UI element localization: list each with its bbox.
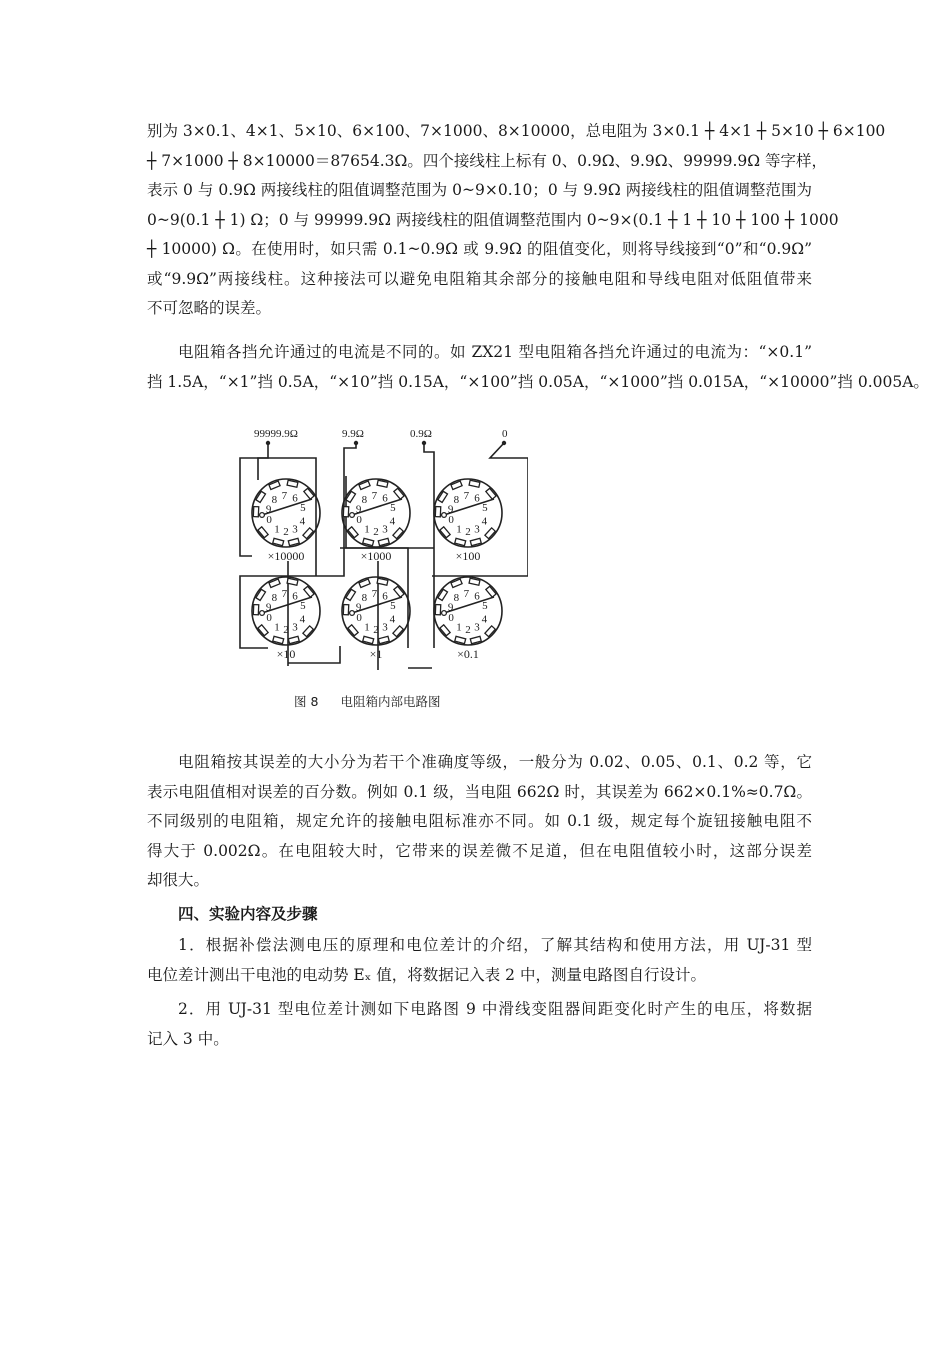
dial-digit: 5	[482, 501, 488, 514]
dial-digit: 2	[283, 624, 289, 636]
resistor-segment	[258, 625, 268, 636]
dial-digit: 6	[292, 492, 298, 505]
dial-digit: 3	[382, 523, 388, 536]
text-line: 记入 3 中。	[147, 1029, 229, 1048]
dial-digit: 8	[361, 494, 368, 507]
dial-digit: 1	[364, 621, 370, 634]
terminal-post	[502, 441, 506, 445]
text-line: 不可忽略的误差。	[147, 299, 272, 317]
dial-digit: 0	[356, 612, 362, 625]
dial-digit: 6	[474, 590, 480, 603]
text-line: ┼ 10000) Ω。在使用时，如只需 0.1~0.9Ω 或 9.9Ω 的阻值变化，则将导线接到“0”和“0.9Ω”	[147, 240, 812, 258]
dial-digit: 0	[266, 514, 272, 527]
dial-group	[252, 479, 502, 661]
resistor-segment	[485, 528, 495, 539]
resistor-segment	[486, 488, 496, 499]
dial-digit: 5	[390, 599, 396, 612]
text-line: 得大于 0.002Ω。在电阻较大时，它带来的误差微不足道，但在电阻值较小时，这部分误差	[147, 841, 812, 860]
dial-digit: 6	[382, 492, 388, 505]
wire	[424, 443, 434, 648]
resistor-segment	[348, 625, 358, 636]
dial-digit: 1	[274, 523, 280, 536]
dial-digit: 3	[474, 621, 480, 634]
dial-digit: 4	[299, 613, 306, 626]
dial-digit: 0	[266, 612, 272, 625]
wiper-contact	[260, 611, 265, 616]
dial-digit: 0	[448, 514, 454, 527]
resistor-segment	[343, 507, 348, 517]
dial-digit: 4	[389, 515, 396, 528]
dial-digit: 7	[281, 490, 288, 503]
resistance-dial	[434, 479, 502, 563]
resistance-dial	[252, 479, 320, 563]
resistance-box-circuit-diagram	[228, 418, 528, 688]
dial-digit: 5	[390, 501, 396, 514]
section-heading: 四、实验内容及步骤	[178, 905, 318, 923]
resistor-segment	[394, 488, 404, 499]
text-line: 表示 0 与 0.9Ω 两接线柱的阻值调整范围为 0~9×0.10；0 与 9.9Ω 两接线柱的阻值调整范围为	[147, 181, 812, 199]
resistor-segment	[256, 491, 266, 502]
terminal-label: 0	[502, 428, 508, 440]
dial-digit: 9	[265, 503, 272, 516]
terminal-labels	[254, 428, 508, 445]
dial-digit: 7	[463, 588, 470, 601]
text-line: 表示电阻值相对误差的百分数。例如 0.1 级，当电阻 662Ω 时，其误差为 662×0.1%≈0.7Ω。	[147, 782, 812, 801]
dial-digit: 8	[361, 592, 368, 605]
resistor-segment	[346, 491, 356, 502]
text-line: 别为 3×0.1、4×1、5×10、6×100、7×1000、8×10000，总电阻为 3×0.1 ┼ 4×1 ┼ 5×10 ┼ 6×100	[147, 122, 886, 140]
dial-digit: 9	[355, 601, 362, 614]
dial-digit: 4	[299, 515, 306, 528]
wiper-contact	[260, 513, 265, 518]
dial-multiplier-label: ×0.1	[457, 647, 479, 661]
dial-digit: 2	[465, 526, 471, 538]
resistance-dial	[342, 479, 410, 563]
paragraph-step-1	[147, 931, 812, 990]
dial-digit: 6	[474, 492, 480, 505]
dial-digit: 9	[265, 601, 272, 614]
text-line: 或“9.9Ω”两接线柱。这种接法可以避免电阻箱其余部分的接触电阻和导线电阻对低阻值带来	[147, 269, 812, 288]
resistor-segment	[393, 528, 403, 539]
terminal-post	[354, 441, 358, 445]
dial-multiplier-label: ×10	[276, 647, 296, 661]
dial-digit: 2	[465, 624, 471, 636]
resistor-segment	[253, 605, 258, 615]
dial-digit: 8	[271, 592, 278, 605]
terminal-label: 9.9Ω	[342, 428, 364, 440]
dial-digit: 0	[448, 612, 454, 625]
dial-digit: 3	[382, 621, 388, 634]
resistor-segment	[435, 507, 440, 517]
dial-digit: 8	[453, 494, 460, 507]
caption-number: 图 8	[294, 694, 319, 709]
resistor-segment	[393, 626, 403, 637]
wire	[288, 646, 340, 663]
terminal-post	[266, 441, 270, 445]
wiper-contact	[350, 611, 355, 616]
resistor-segment	[303, 528, 313, 539]
dial-digit: 5	[300, 599, 306, 612]
resistor-segment	[486, 586, 496, 597]
text-line: 2．用 UJ-31 型电位差计测如下电路图 9 中滑线变阻器间距变化时产生的电压，将数据	[178, 1000, 812, 1018]
resistor-segment	[253, 507, 258, 517]
resistor-segment	[346, 589, 356, 600]
paragraph-accuracy-class	[147, 748, 812, 896]
terminal-label: 0.9Ω	[410, 428, 432, 440]
resistor-segment	[485, 626, 495, 637]
text-line: 0~9(0.1 ┼ 1) Ω；0 与 99999.9Ω 两接线柱的阻值调整范围内 0~9×(0.1 ┼ 1 ┼ 10 ┼ 100 ┼ 1000	[147, 210, 839, 229]
resistor-segment	[256, 589, 266, 600]
dial-digit: 6	[292, 590, 298, 603]
text-line: 挡 1.5A，“×1”挡 0.5A，“×10”挡 0.15A，“×100”挡 0.05A，“×1000”挡 0.015A，“×10000”挡 0.005A。	[147, 372, 929, 391]
paragraph-allowed-current	[147, 338, 929, 397]
dial-digit: 3	[292, 523, 298, 536]
dial-digit: 4	[389, 613, 396, 626]
dial-multiplier-label: ×100	[455, 549, 481, 563]
dial-digit: 1	[364, 523, 370, 536]
resistor-segment	[440, 527, 450, 538]
resistor-segment	[303, 626, 313, 637]
dial-digit: 2	[373, 526, 379, 538]
dial-digit: 1	[456, 621, 462, 634]
caption-text: 电阻箱内部电路图	[340, 694, 441, 709]
dial-digit: 8	[271, 494, 278, 507]
dial-digit: 1	[456, 523, 462, 536]
dial-digit: 7	[371, 588, 378, 601]
resistor-segment	[438, 491, 448, 502]
dial-digit: 4	[481, 515, 488, 528]
dial-digit: 0	[356, 514, 362, 527]
dial-digit: 9	[447, 503, 454, 516]
terminal-post	[422, 441, 426, 445]
text-line: 电阻箱各挡允许通过的电流是不同的。如 ZX21 型电阻箱各挡允许通过的电流为：“×0.1”	[178, 343, 812, 361]
dial-multiplier-label: ×10000	[267, 549, 305, 563]
resistor-segment	[435, 605, 440, 615]
dial-digit: 7	[371, 490, 378, 503]
dial-digit: 6	[382, 590, 388, 603]
resistance-dial	[342, 577, 410, 661]
dial-digit: 2	[283, 526, 289, 538]
terminal-label: 99999.9Ω	[254, 428, 298, 440]
text-line: 电位差计测出干电池的电动势 Eₓ 值，将数据记入表 2 中，测量电路图自行设计。	[147, 965, 706, 984]
dial-digit: 9	[355, 503, 362, 516]
dial-digit: 3	[474, 523, 480, 536]
dial-digit: 8	[453, 592, 460, 605]
text-line: 不同级别的电阻箱，规定允许的接触电阻标准亦不同。如 0.1 级，规定每个旋钮接触电阻不	[147, 812, 812, 830]
resistor-segment	[394, 586, 404, 597]
resistor-segment	[348, 527, 358, 538]
resistor-segment	[440, 625, 450, 636]
dial-digit: 5	[482, 599, 488, 612]
paragraph-resistance-range	[147, 117, 886, 324]
dial-digit: 1	[274, 621, 280, 634]
text-line: 1．根据补偿法测电压的原理和电位差计的介绍，了解其结构和使用方法，用 UJ-31 型	[178, 936, 812, 954]
dial-digit: 7	[463, 490, 470, 503]
resistor-segment	[343, 605, 348, 615]
wiper-contact	[350, 513, 355, 518]
resistor-segment	[438, 589, 448, 600]
paragraph-step-2	[147, 995, 812, 1054]
resistor-segment	[304, 488, 314, 499]
text-line: 却很大。	[147, 871, 210, 889]
dial-digit: 4	[481, 613, 488, 626]
resistor-segment	[258, 527, 268, 538]
dial-digit: 3	[292, 621, 298, 634]
dial-multiplier-label: ×1	[369, 647, 383, 661]
dial-digit: 2	[373, 624, 379, 636]
text-line: ┼ 7×1000 ┼ 8×10000＝87654.3Ω。四个接线柱上标有 0、0.9Ω、9.9Ω、99999.9Ω 等字样，	[147, 151, 828, 170]
dial-multiplier-label: ×1000	[360, 549, 392, 563]
figure-caption	[294, 693, 440, 711]
resistor-segment	[304, 586, 314, 597]
text-line: 电阻箱按其误差的大小分为若干个准确度等级，一般分为 0.02、0.05、0.1、0.2 等，它	[178, 753, 812, 771]
wiper-contact	[442, 513, 447, 518]
resistance-dial	[434, 577, 502, 661]
dial-digit: 7	[281, 588, 288, 601]
wiper-contact	[442, 611, 447, 616]
dial-digit: 5	[300, 501, 306, 514]
dial-digit: 9	[447, 601, 454, 614]
